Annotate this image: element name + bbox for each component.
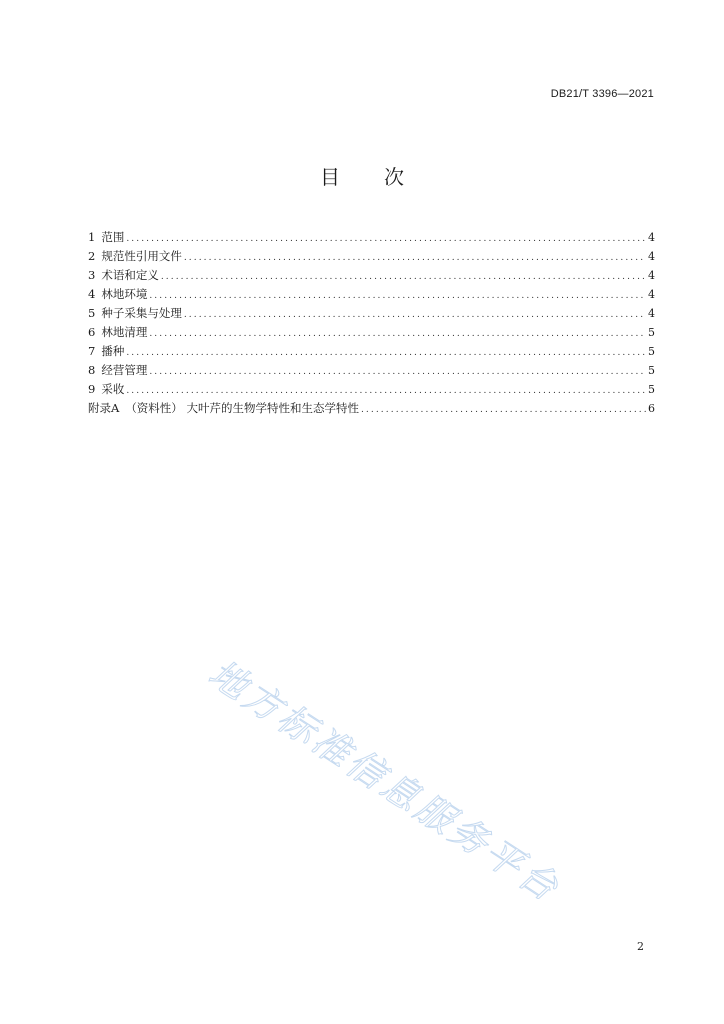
- toc-entry-number: 4: [88, 287, 96, 301]
- toc-entry-page: 4: [648, 269, 655, 282]
- toc-entry-label: 经营管理: [101, 363, 148, 377]
- toc-entry-number: 5: [88, 306, 96, 320]
- toc-entry-number: 9: [88, 382, 96, 396]
- toc-entry[interactable]: [88, 266, 655, 285]
- toc-leader-dots: [149, 287, 646, 306]
- toc-entry-label: 林地清理: [101, 325, 148, 339]
- toc-entry[interactable]: [88, 342, 655, 361]
- toc-entry-page: 4: [648, 250, 655, 263]
- toc-entry-label: （资料性） 大叶芹的生物学特性和生态学特性: [125, 401, 359, 415]
- toc-entry-number: 1: [88, 230, 96, 244]
- toc-leader-dots: [161, 268, 646, 287]
- watermark: 地方标准信息服务平台: [201, 651, 569, 911]
- toc-leader-dots: [184, 249, 646, 268]
- title-char-1: 目: [320, 165, 340, 189]
- toc-entry-number: 附录A: [88, 401, 120, 415]
- toc-entry-number: 2: [88, 249, 96, 263]
- toc-entry[interactable]: [88, 361, 655, 380]
- toc-entry-label: 播种: [101, 344, 125, 358]
- toc-entry-page: 5: [648, 345, 655, 358]
- toc-entry-label: 规范性引用文件: [101, 249, 182, 263]
- toc-leader-dots: [126, 230, 646, 249]
- toc-entry-page: 5: [648, 364, 655, 377]
- toc-entry-number: 3: [88, 268, 96, 282]
- toc-entry-number: 7: [88, 344, 96, 358]
- toc-entry-page: 4: [648, 307, 655, 320]
- toc-entry-appendix[interactable]: [88, 399, 655, 418]
- table-of-contents: [88, 228, 655, 418]
- toc-entry-page: 4: [648, 231, 655, 244]
- page-number: 2: [637, 940, 644, 953]
- toc-entry[interactable]: [88, 304, 655, 323]
- toc-entry-number: 6: [88, 325, 96, 339]
- toc-entry-label: 种子采集与处理: [101, 306, 182, 320]
- document-code: DB21/T 3396—2021: [550, 88, 654, 100]
- toc-entry[interactable]: [88, 285, 655, 304]
- toc-entry[interactable]: [88, 228, 655, 247]
- toc-entry-label: 范围: [101, 230, 125, 244]
- toc-entry-page: 4: [648, 288, 655, 301]
- toc-entry-number: 8: [88, 363, 96, 377]
- toc-entry-label: 术语和定义: [101, 268, 159, 282]
- toc-entry[interactable]: [88, 323, 655, 342]
- toc-leader-dots: [149, 363, 646, 382]
- toc-entry[interactable]: [88, 380, 655, 399]
- toc-leader-dots: [361, 401, 646, 420]
- toc-entry-page: 5: [648, 326, 655, 339]
- toc-entry-label: 林地环境: [101, 287, 148, 301]
- toc-leader-dots: [149, 325, 646, 344]
- toc-leader-dots: [184, 306, 646, 325]
- toc-entry-label: 采收: [101, 382, 125, 396]
- page-title: [0, 161, 724, 190]
- toc-leader-dots: [126, 344, 646, 363]
- toc-entry-page: 5: [648, 383, 655, 396]
- toc-entry-page: 6: [648, 402, 655, 415]
- title-char-2: 次: [384, 165, 404, 189]
- toc-entry[interactable]: [88, 247, 655, 266]
